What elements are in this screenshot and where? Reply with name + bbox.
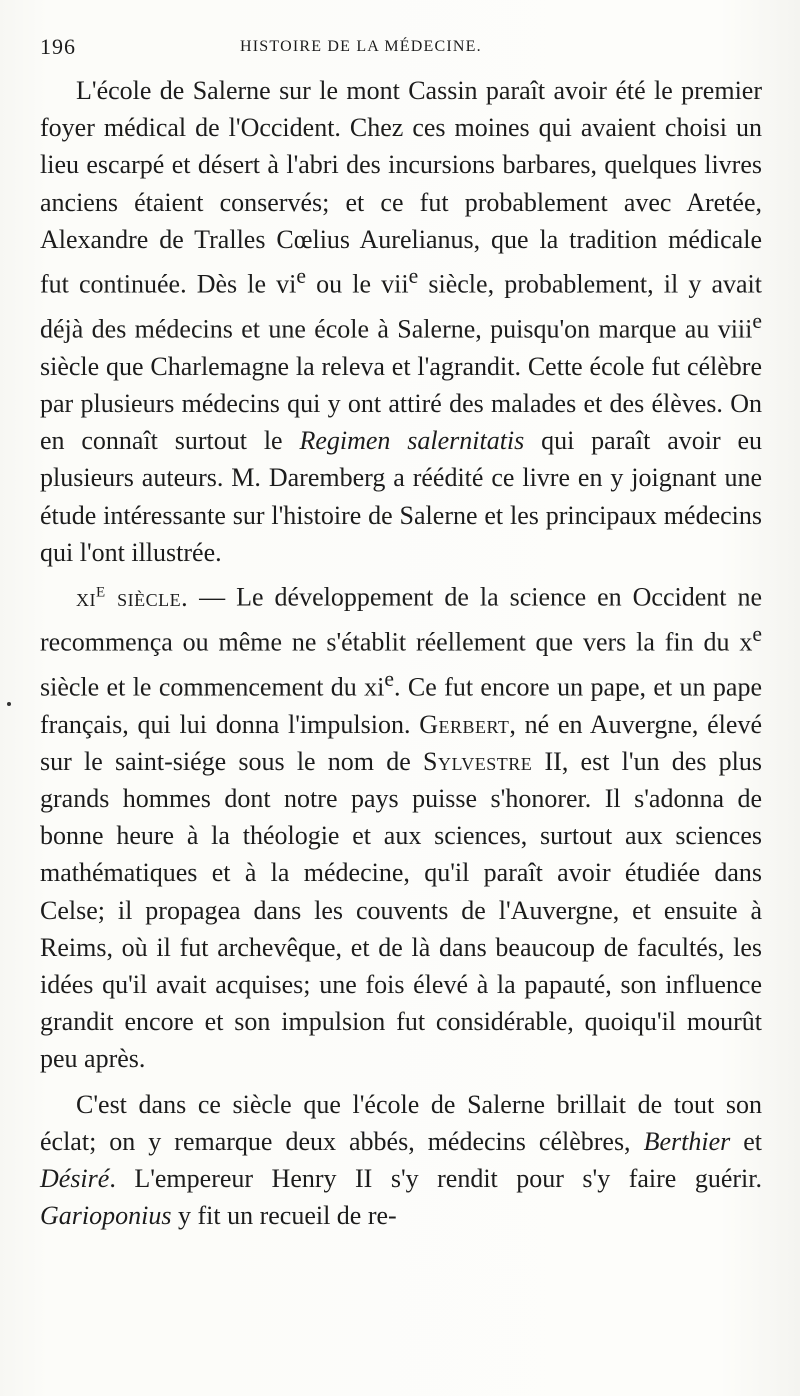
paragraph-text: C'est dans ce siècle que l'école de Salerne brillait de tout son éclat; on y remarque deux abbés, médecins célèbres, [40,1089,762,1156]
paragraph-text: y fit un recueil de re- [171,1201,397,1231]
section-lead-numeral: xi [76,582,96,612]
italic-title: Regimen salernitatis [299,426,525,456]
paragraph-salerne-brilliance [40,1086,762,1235]
person-name: Sylvestre [423,746,533,776]
paragraph-text: , né en Auvergne, élevé sur le saint-siége sous le nom de [40,709,762,776]
superscript: e [96,576,106,601]
superscript: e [752,308,762,333]
person-name: Gerbert [419,709,510,739]
section-lead [76,576,189,612]
italic-name: Garioponius [40,1201,172,1231]
paragraph-text: siècle et le commencement du xi [40,672,385,702]
italic-name: Berthier [643,1126,731,1156]
superscript: e [296,264,307,289]
body-text [40,72,762,1234]
paragraph-text: — Le développement de la science en Occident ne recommença ou même ne s'établit réellement que vers la fin du x [40,582,762,657]
paragraph-text: ou le vii [306,269,409,299]
running-title: HISTOIRE DE LA MÉDECINE. [240,38,482,55]
section-lead-word: siècle. [105,582,189,612]
paragraph-text: qui paraît avoir eu plusieurs auteurs. M. Daremberg a réédité ce livre en y joignant une étude intéressante sur l'histoire de Salerne et les principaux médecins qui l'ont illustrée. [40,426,763,567]
paragraph-text: L'école de Salerne sur le mont Cassin paraît avoir été le premier foyer médical de l'Occident. Chez ces moines qui avaient choisi un lieu escarpé et désert à l'abri des incursions barbares, quelques livres anciens étaient conservés; et ce fut probablement avec Aretée, Alexandre de Tralles Cœlius Aurelianus, que la tradition médicale fut continuée. Dès le vi [40,76,762,299]
paragraph-text: et [730,1126,763,1156]
paragraph-text: siècle, probablement, il y avait déjà des médecins et une école à Salerne, puisqu'on marque au viii [40,269,763,344]
paragraph-salerne-school [40,72,762,571]
superscript: e [752,621,762,646]
running-head [40,34,760,58]
superscript: e [408,264,419,289]
page-number: 196 [40,34,76,59]
margin-mark [7,702,11,706]
paragraph-text: II, est l'un des plus grands hommes dont notre pays puisse s'honorer. Il s'adonna de bonne heure à la théologie et aux sciences, surtout aux sciences mathématiques et à la médecine, qu'il paraît avoir étudiée dans Celse; il propagea dans les couvents de l'Auvergne, et ensuite à Reims, où il fut archevêque, et de là dans beaucoup de facultés, les idées qu'il avait acquises; une fois élevé à la papauté, son influence grandit encore et son impulsion fut considérable, quoiqu'il mourût peu après. [40,746,762,1074]
paragraph-eleventh-century [40,571,762,1078]
paragraph-text: . L'empereur Henry II s'y rendit pour s'y faire guérir. [109,1163,762,1193]
superscript: e [384,666,395,691]
paragraph-text: . Ce fut encore un pape, et un pape français, qui lui donna l'impulsion. [40,672,762,739]
italic-name: Désiré [40,1163,110,1193]
paragraph-text: siècle que Charlemagne la releva et l'agrandit. Cette école fut célèbre par plusieurs médecins qui y ont attiré des malades et des élèves. On en connaît surtout le [40,351,762,456]
